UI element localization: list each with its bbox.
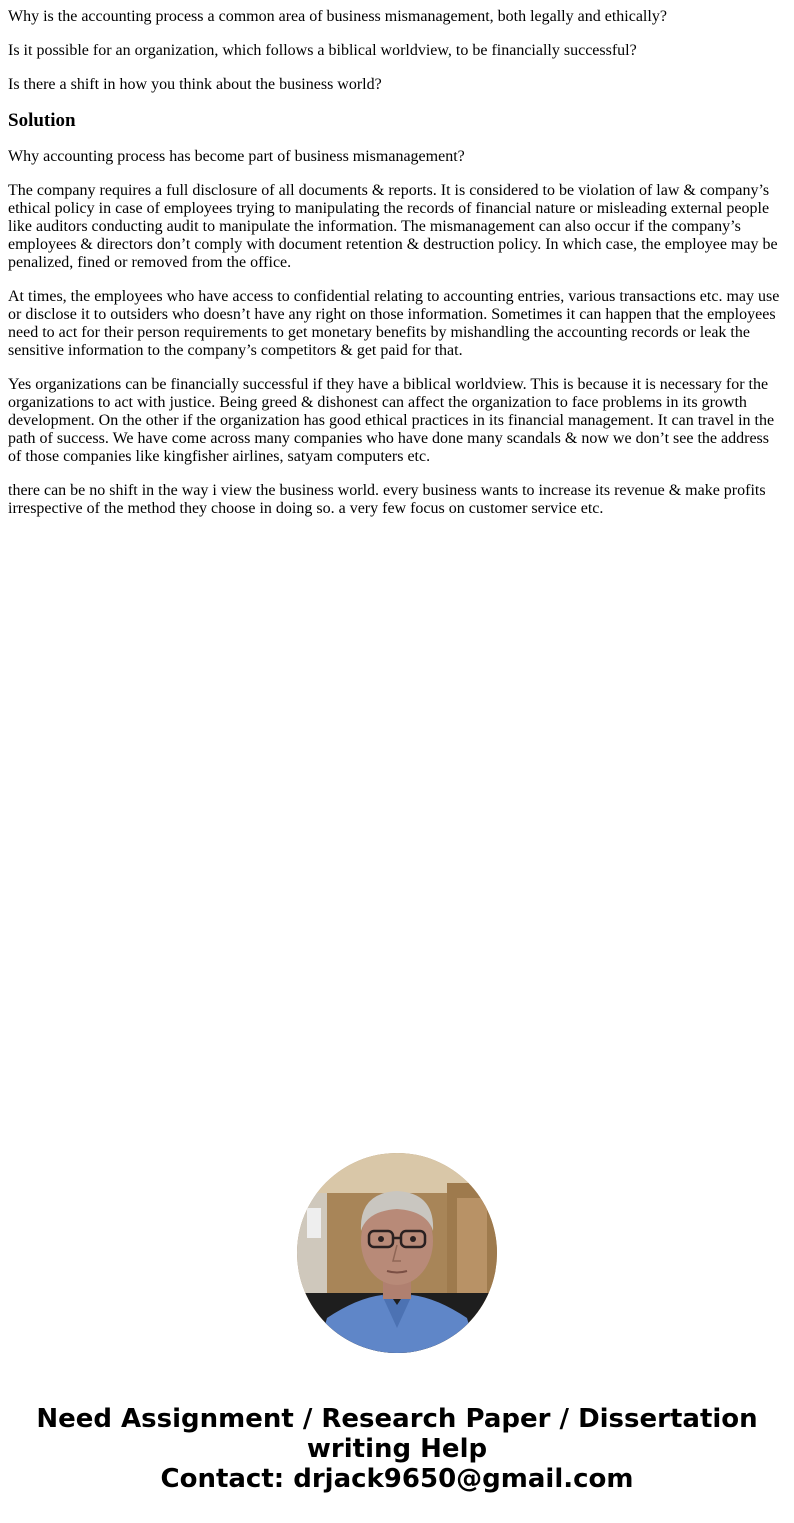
article-content [8,0,786,534]
promo-line-1: Need Assignment / Research Paper / Dissertation [36,1404,758,1434]
solution-paragraph-4: Yes organizations can be financially successful if they have a biblical worldview. This is because it is necessary for the organizations to act with justice. Being greed & dishonest can affect the organization to face problems in its growth development. On the other if the organization has good ethical practices in its financial management. It can travel in the path of success. We have come across many companies who have done many scandals & now we don’t see the address of those companies like kingfisher airlines, satyam computers etc. [8,376,775,465]
solution-paragraph-3: At times, the employees who have access to confidential relating to accounting entries, various transactions etc. may use or disclose it to outsiders who doesn’t have any right on those information. Sometimes it can happen that the employees need to act for their person requirements to get monetary benefits by mishandling the accounting records or leak the sensitive information to the company’s competitors & get paid for that. [8,288,780,359]
question-1: Why is the accounting process a common area of business mismanagement, both legally and ethically? [8,8,667,25]
promo-line-2: writing Help [306,1434,488,1464]
solution-paragraph-1: Why accounting process has become part of business mismanagement? [8,148,465,165]
solution-paragraph-5: there can be no shift in the way i view the business world. every business wants to increase its revenue & make profits irrespective of the method they choose in doing so. a very few focus on customer service etc. [8,482,766,517]
solution-heading: Solution [8,110,76,131]
promo-contact: Contact: drjack9650@gmail.com [160,1464,634,1494]
avatar-portrait-image [297,1153,497,1353]
question-2: Is it possible for an organization, which follows a biblical worldview, to be financially successful? [8,42,637,59]
promo-banner [0,1404,794,1494]
solution-paragraph-2: The company requires a full disclosure of all documents & reports. It is considered to be violation of law & company’s ethical policy in case of employees trying to manipulating the records of financial nature or misleading external people like auditors conducting audit to manipulate the information. The mismanagement can also occur if the company’s employees & directors don’t comply with document retention & destruction policy. In which case, the employee may be penalized, fined or removed from the office. [8,182,778,271]
question-3: Is there a shift in how you think about the business world? [8,76,382,93]
author-avatar [297,1153,497,1353]
